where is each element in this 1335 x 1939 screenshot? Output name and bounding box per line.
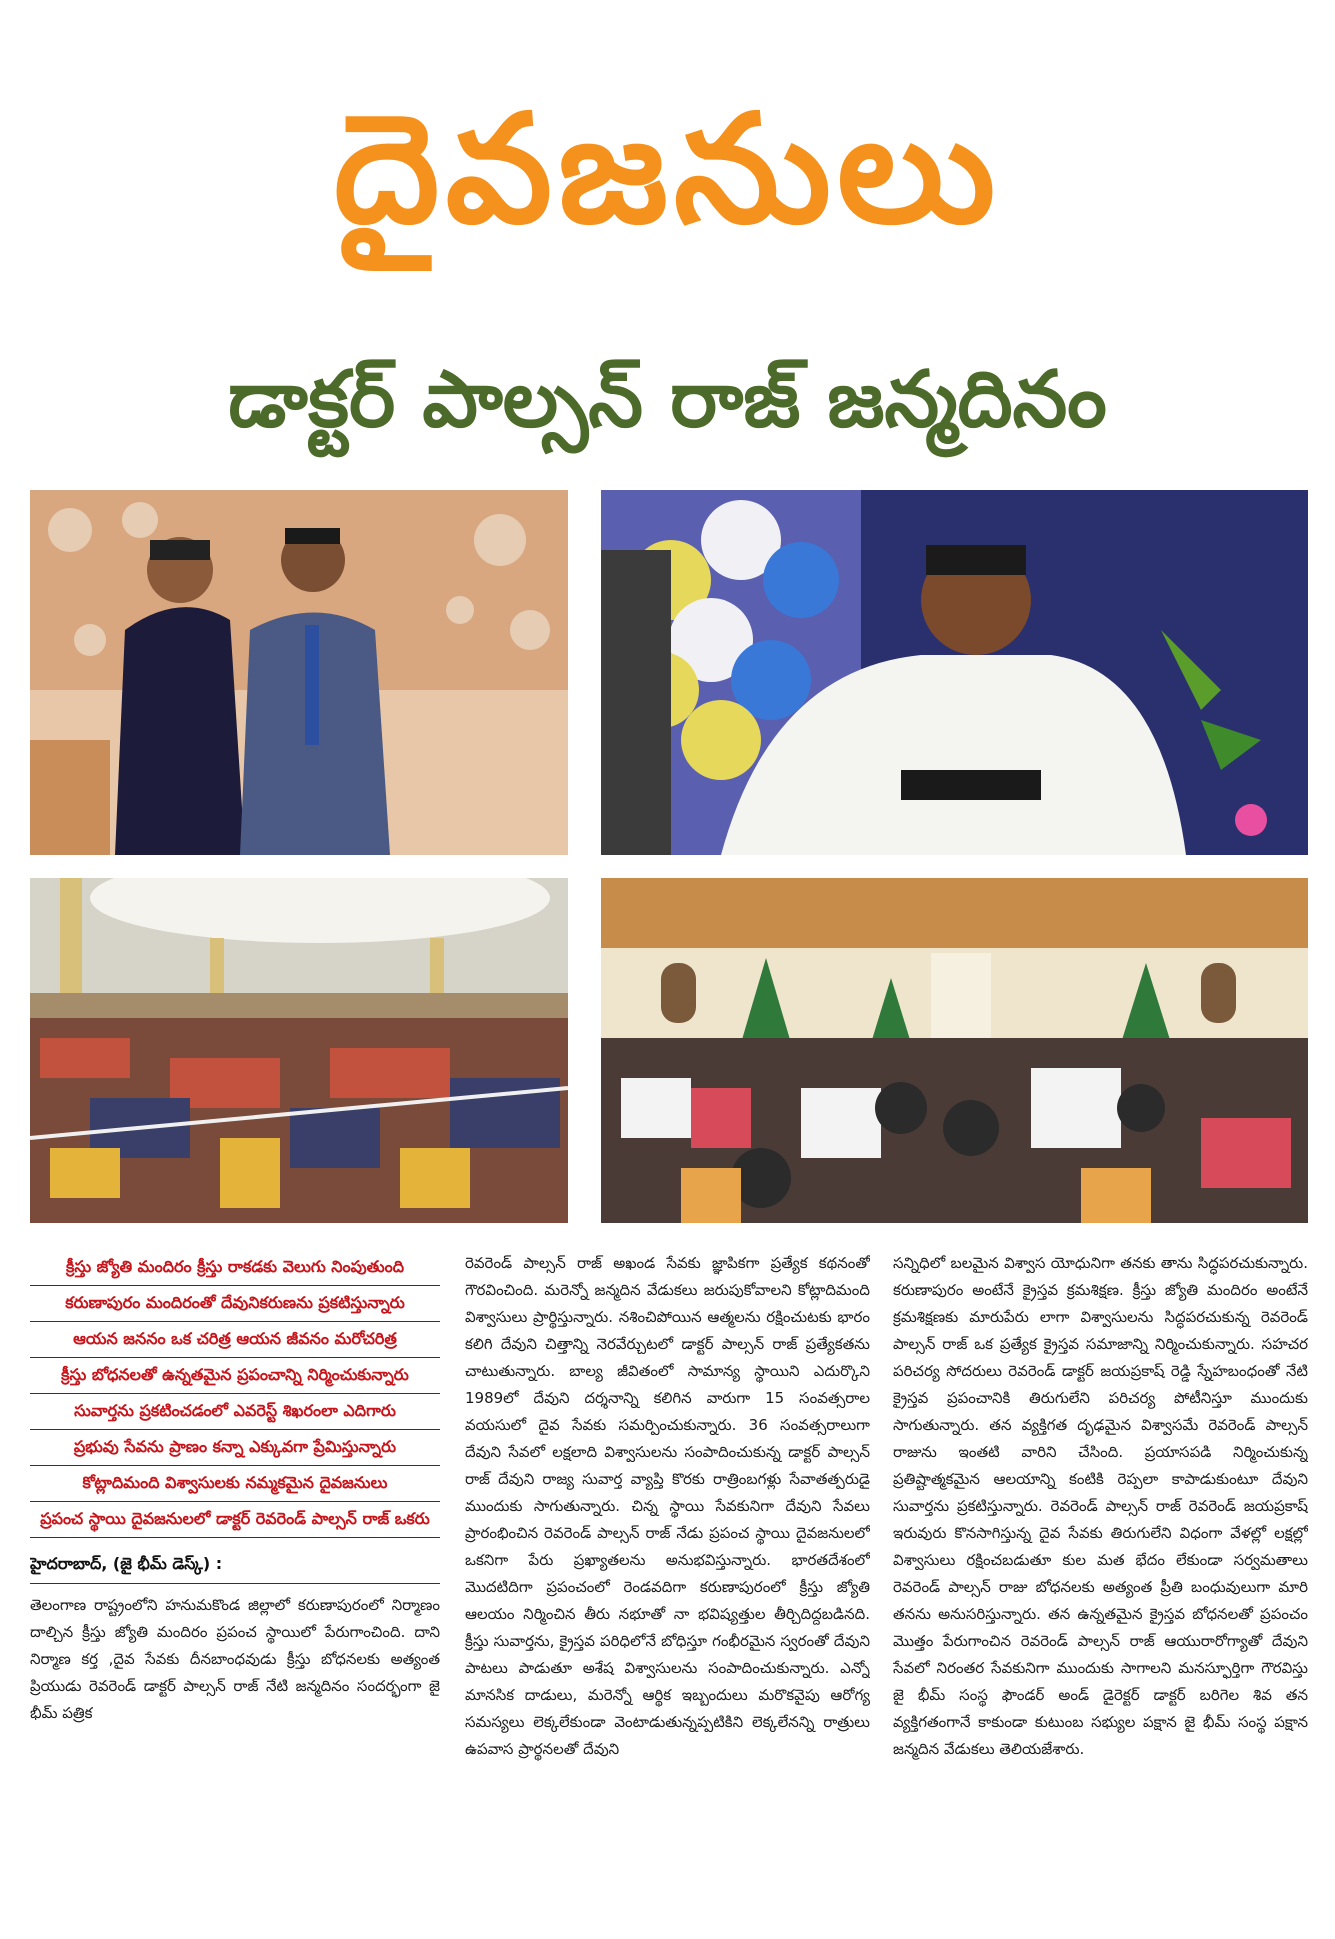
- dateline: హైదరాబాద్, (జై భీమ్ డెస్క్) :: [30, 1550, 440, 1584]
- photo-crowd-in-hall: [30, 878, 568, 1223]
- photo-speaker-seated: [601, 490, 1308, 855]
- highlight-2: కరుణాపురం మందిరంతో దేవునికరుణను ప్రకటిస్తున్నారు: [30, 1286, 440, 1322]
- photo-two-men-portrait: [30, 490, 568, 855]
- highlight-5: సువార్తను ప్రకటించడంలో ఎవరెస్ట్ శిఖరంలా ఎదిగారు: [30, 1394, 440, 1430]
- body-text-column-2: రెవరెండ్ పాల్సన్ రాజ్ అఖండ సేవకు జ్ఞాపికగా ప్రత్యేక కథనంతో గౌరవించింది. మరెన్నో జన్మదిన వేడుకలు జరుపుకోవాలని కోట్లాదిమంది విశ్వాసులు ప్రార్థిస్తున్నారు. నశించిపోయిన ఆత్మలను రక్షించుటకు భారం కలిగి దేవుని చిత్తాన్ని నెరవేర్చుటలో డాక్టర్ పాల్సన్ రాజ్ ప్రత్యేకతను చాటుతున్నారు. బాల్య జీవితంలో సామాన్య స్థాయిని ఎదుర్కొని 1989లో దేవుని దర్శనాన్ని కలిగిన వారుగా 15 సంవత్సరాల వయసులో దైవ సేవకు సమర్పించుకున్నారు. 36 సంవత్సరాలుగా దేవుని సేవలో లక్షలాది విశ్వాసులను సంపాదించుకున్న డాక్టర్ పాల్సన్ రాజ్ దేవుని రాజ్య సువార్త వ్యాప్తి కొరకు రాత్రింబగళ్లు సేవాతత్పరుడై ముందుకు సాగుతున్నారు. చిన్న స్థాయి సేవకునిగా దేవుని సేవలు ప్రారంభించిన రెవరెండ్ పాల్సన్ రాజ్ నేడు ప్రపంచ స్థాయి దైవజనులలో ఒకనిగా పేరు ప్రఖ్యాతలను అనుభవిస్తున్నారు. భారతదేశంలో మొదటిదిగా ప్రపంచంలో రెండవదిగా కరుణాపురంలో క్రీస్తు జ్యోతి ఆలయం నిర్మించిన తీరు నభూతో నా భవిష్యత్తుల తీర్చిదిద్దబడినది. క్రీస్తు సువార్తను, క్రైస్తవ పరిధిలోనే బోధిస్తూ గంభీరమైన స్వరంతో దేవుని పాటలు పాడుతూ అశేష విశ్వాసులను సంపాదించుకున్నారు. ఎన్నో మానసిక దాడులు, మరెన్నో ఆర్థిక ఇబ్బందులు మరొకవైపు ఆరోగ్య సమస్యలు లెక్కలేకుండా వెంటాడుతున్నప్పటికిని లెక్కలేనన్ని రాత్రులు ఉపవాస ప్రార్థనలతో దేవుని: [465, 1254, 870, 1758]
- highlight-8: ప్రపంచ స్థాయి దైవజనులలో డాక్టర్ రెవరెండ్ పాల్సన్ రాజ్ ఒకరు: [30, 1502, 440, 1538]
- article-column-1: [30, 1250, 440, 1930]
- article-column-3: [893, 1250, 1308, 1930]
- body-text-column-3: సన్నిధిలో బలమైన విశ్వాస యోధునిగా తనకు తాను సిద్ధపరచుకున్నారు. కరుణాపురం అంటేనే క్రైస్తవ క్రమశిక్షణ. క్రీస్తు జ్యోతి మందిరం అంటేనే క్రమశిక్షణకు మారుపేరు లాగా విశ్వాసులను సిద్ధపరచుకున్న రెవరెండ్ పాల్సన్ రాజ్ ఒక ప్రత్యేక క్రైస్తవ సమాజాన్ని నిర్మించుకున్నారు. సహచర పరిచర్య సోదరులు రెవరెండ్ డాక్టర్ జయప్రకాష్ రెడ్డి స్నేహబంధంతో నేటి క్రైస్తవ ప్రపంచానికి తిరుగులేని పరిచర్య పోటీనిస్తూ ముందుకు సాగుతున్నారు. తన వ్యక్తిగత దృఢమైన విశ్వాసమే రెవరెండ్ పాల్సన్ రాజును ఇంతటి వారిని చేసింది. ప్రయాసపడి నిర్మించుకున్న ప్రతిష్టాత్మకమైన ఆలయాన్ని కంటికి రెప్పలా కాపాడుకుంటూ దేవుని సువార్తను ప్రకటిస్తున్నారు. రెవరెండ్ పాల్సన్ రాజ్ రెవరెండ్ జయప్రకాష్ ఇరువురు కొనసాగిస్తున్న దైవ సేవకు తిరుగులేని విధంగా వేళల్లో లక్షల్లో విశ్వాసులు రక్షించబడుతూ కుల మత భేదం లేకుండా సర్వమతాలు రెవరెండ్ పాల్సన్ రాజు బోధనలకు అత్యంత ప్రీతి బంధువులుగా మారి తనను అనుసరిస్తున్నారు. తన ఉన్నతమైన క్రైస్తవ బోధనలతో ప్రపంచం మొత్తం పేరుగాంచిన రెవరెండ్ పాల్సన్ రాజ్ ఆయురారోగ్యాతో దేవుని సేవలో నిరంతర సేవకునిగా ముందుకు సాగాలని మనస్ఫూర్తిగా గౌరవిస్తు జై భీమ్ సంస్థ ఫౌండర్ అండ్ డైరెక్టర్ డాక్టర్ బరిగెల శివ తన వ్యక్తిగతంగానే కాకుండా కుటుంబ సభ్యుల పక్షాన జై భీమ్ సంస్థ పక్షాన జన్మదిన వేడుకలు తెలియజేశారు.: [893, 1254, 1308, 1758]
- highlight-1: క్రీస్తు జ్యోతి మందిరం క్రీస్తు రాకడకు వెలుగు నింపుతుంది: [30, 1250, 440, 1286]
- photo-church-interior: [601, 878, 1308, 1223]
- highlight-4: క్రీస్తు బోధనలతో ఉన్నతమైన ప్రపంచాన్ని నిర్మించుకున్నారు: [30, 1358, 440, 1394]
- body-text-column-1: తెలంగాణ రాష్ట్రంలోని హనుమకొండ జిల్లాలో కరుణాపురంలో నిర్మాణం దాల్చిన క్రీస్తు జ్యోతి మందిరం ప్రపంచ స్థాయిలో పేరుగాంచింది. దాని నిర్మాణ కర్త ,దైవ సేవకు దీనబాంధవుడు క్రీస్తు బోధనలకు అత్యంత ప్రియుడు రెవరెండ్ డాక్టర్ పాల్సన్ రాజ్ నేటి జన్మదినం సందర్భంగా జై భీమ్ పత్రిక: [30, 1596, 440, 1722]
- headline-subtitle: డాక్టర్ పాల్సన్ రాజ్ జన్మదినం: [228, 355, 1107, 445]
- highlight-3: ఆయన జననం ఒక చరిత్ర ఆయన జీవనం మరోచరిత్ర: [30, 1322, 440, 1358]
- article-column-2: [465, 1250, 870, 1930]
- highlight-6: ప్రభువు సేవను ప్రాణం కన్నా ఎక్కువగా ప్రేమిస్తున్నారు: [30, 1430, 440, 1466]
- headline-title: దైవజనులు: [333, 83, 1002, 257]
- highlight-7: కోట్లాదిమంది విశ్వాసులకు నమ్మకమైన దైవజనులు: [30, 1466, 440, 1502]
